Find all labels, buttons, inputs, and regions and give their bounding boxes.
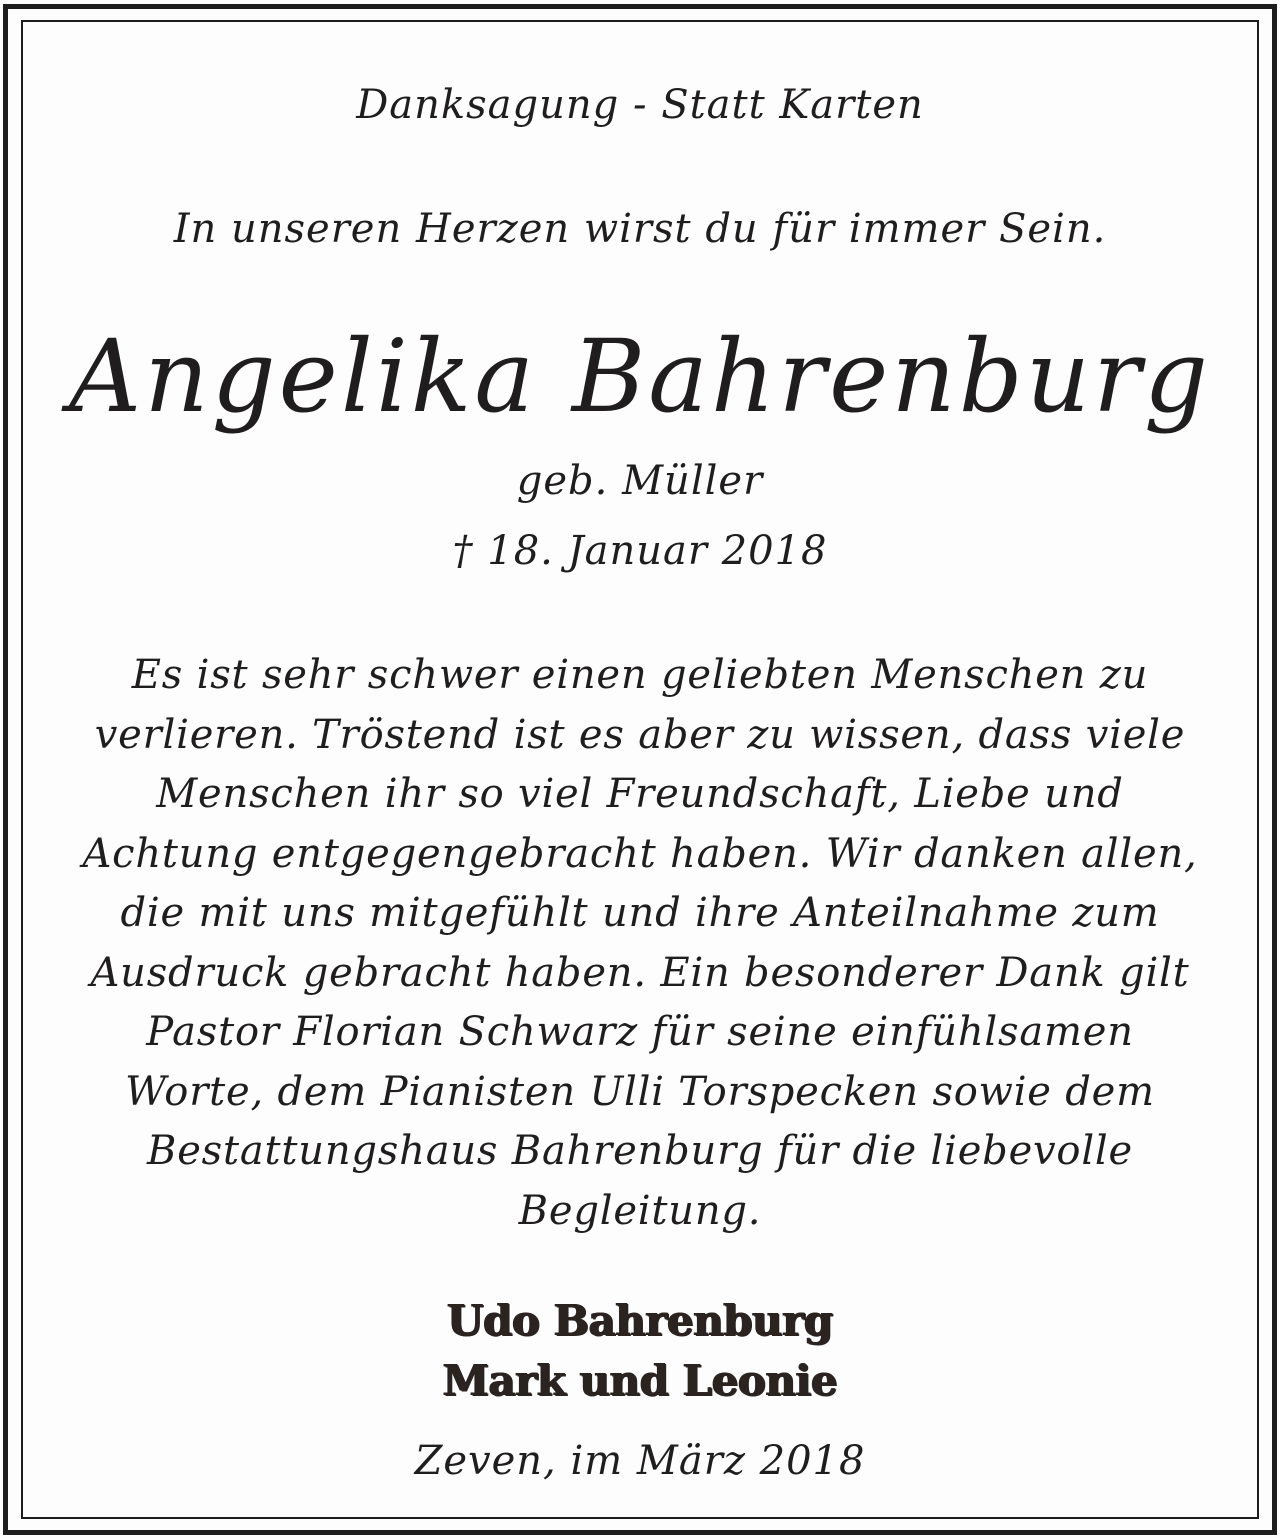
message-line: Achtung entgegengebracht haben. Wir danken allen, (82, 830, 1198, 877)
signature-line: Mark und Leonie (442, 1356, 838, 1405)
message-line: Ausdruck gebracht haben. Ein besonderer Dank gilt (90, 949, 1190, 996)
message-line: Menschen ihr so viel Freundschaft, Liebe und (156, 771, 1124, 817)
message-line: Begleitung. (518, 1187, 762, 1234)
notice-heading: Danksagung - Statt Karten (356, 82, 924, 128)
message-line: verlieren. Tröstend ist es aber zu wissen, dass viele (94, 711, 1186, 758)
message-line: Worte, dem Pianisten Ulli Torspecken sowie dem (125, 1068, 1155, 1115)
message-line: Pastor Florian Schwarz für seine einfühlsamen (146, 1009, 1134, 1055)
death-date: † 18. Januar 2018 (452, 528, 828, 574)
signature-line: Udo Bahrenburg (447, 1296, 833, 1345)
thank-you-message (60, 646, 1220, 1241)
message-line: Bestattungshaus Bahrenburg für die liebevolle (147, 1128, 1133, 1174)
message-line: Es ist sehr schwer einen geliebten Menschen zu (131, 652, 1149, 698)
deceased-name: Angelika Bahrenburg (69, 318, 1211, 435)
message-line: die mit uns mitgefühlt und ihre Anteilnahme zum (120, 890, 1160, 936)
notice-motto: In unseren Herzen wirst du für immer Sein. (173, 206, 1107, 252)
place-and-date: Zeven, im März 2018 (414, 1438, 866, 1484)
maiden-name: geb. Müller (516, 458, 764, 504)
